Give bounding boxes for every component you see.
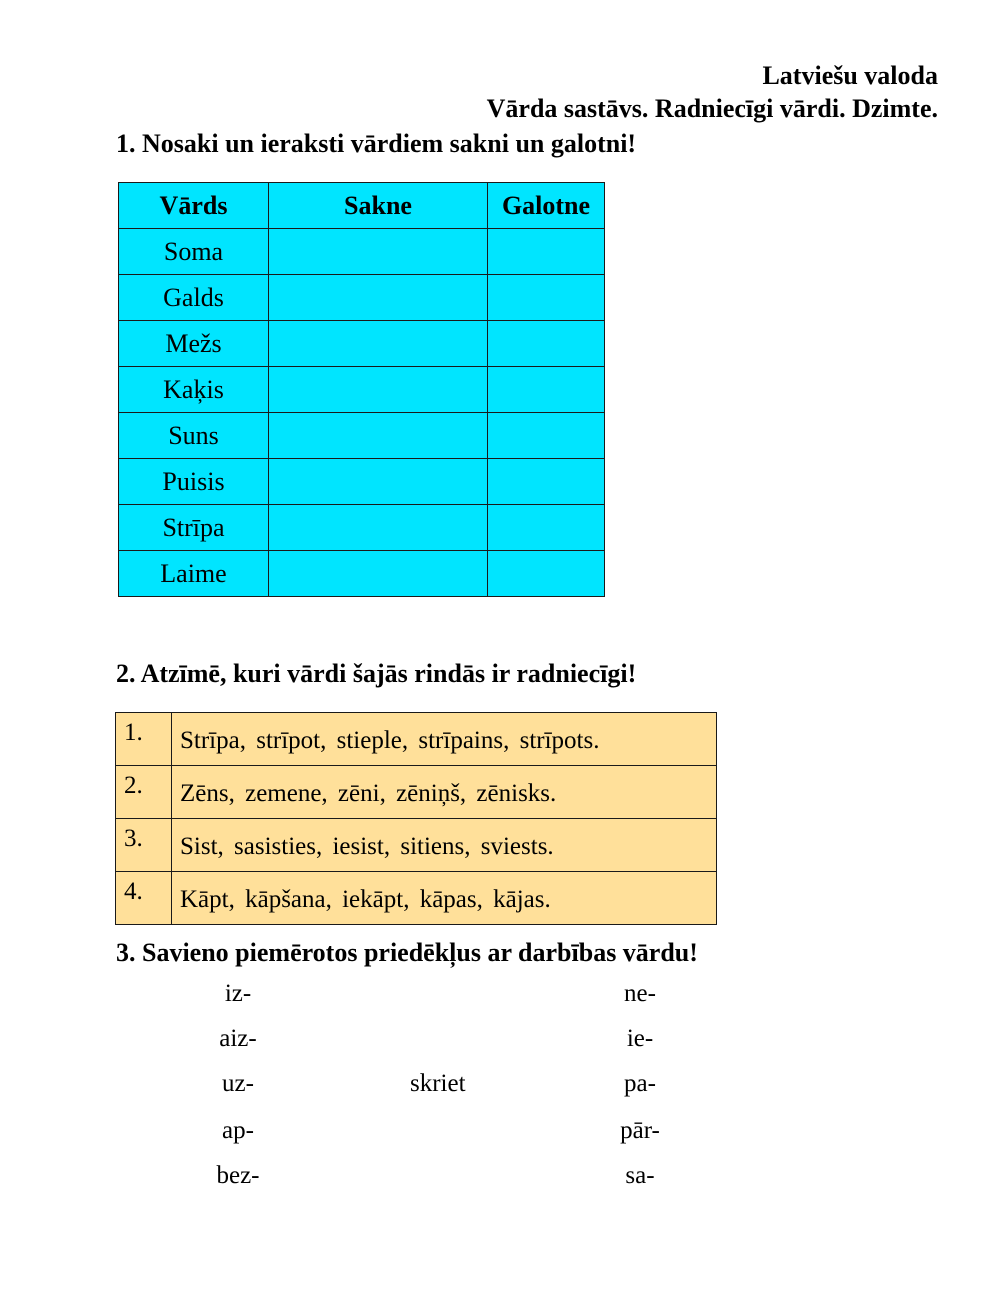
row-number: 1.: [116, 713, 172, 766]
table-row: [119, 505, 605, 551]
table-row: [116, 819, 717, 872]
task3-title: 3. Savieno piemērotos priedēkļus ar darbības vārdu!: [116, 938, 698, 967]
word-row[interactable]: Kāpt, kāpšana, iekāpt, kāpas, kājas.: [172, 872, 717, 925]
root-input-cell[interactable]: [269, 367, 488, 413]
left-prefix[interactable]: bez-: [216, 1162, 260, 1189]
table-row: [119, 229, 605, 275]
ending-input-cell[interactable]: [488, 321, 605, 367]
left-prefix[interactable]: aiz-: [219, 1025, 257, 1052]
word-row[interactable]: Zēns, zemene, zēni, zēniņš, zēnisks.: [172, 766, 717, 819]
column-header-root: Sakne: [269, 183, 488, 229]
table-row: [119, 413, 605, 459]
right-prefix[interactable]: ne-: [624, 980, 656, 1007]
ending-input-cell[interactable]: [488, 459, 605, 505]
right-prefix[interactable]: pa-: [624, 1070, 656, 1097]
right-prefix[interactable]: sa-: [625, 1162, 655, 1189]
table-row: [119, 459, 605, 505]
right-prefix[interactable]: pār-: [620, 1117, 660, 1144]
left-prefix[interactable]: iz-: [224, 980, 252, 1007]
ending-input-cell[interactable]: [488, 367, 605, 413]
ending-input-cell[interactable]: [488, 551, 605, 597]
table-row: [119, 275, 605, 321]
word-row[interactable]: Sist, sasisties, iesist, sitiens, sviests.: [172, 819, 717, 872]
related-words-table: [115, 712, 717, 925]
table-row: [119, 367, 605, 413]
row-number: 4.: [116, 872, 172, 925]
left-prefix[interactable]: ap-: [222, 1117, 254, 1144]
root-input-cell[interactable]: [269, 505, 488, 551]
table-row: [119, 321, 605, 367]
column-header-word: Vārds: [119, 183, 269, 229]
topic-title: Vārda sastāvs. Radniecīgi vārdi. Dzimte.: [486, 94, 938, 123]
subject-title: Latviešu valoda: [762, 61, 938, 90]
row-number: 2.: [116, 766, 172, 819]
word-cell: Strīpa: [119, 505, 269, 551]
root-input-cell[interactable]: [269, 551, 488, 597]
word-cell: Puisis: [119, 459, 269, 505]
word-row[interactable]: Strīpa, strīpot, stieple, strīpains, strīpots.: [172, 713, 717, 766]
ending-input-cell[interactable]: [488, 275, 605, 321]
root-input-cell[interactable]: [269, 413, 488, 459]
root-input-cell[interactable]: [269, 275, 488, 321]
table-row: [116, 713, 717, 766]
table-row: [119, 551, 605, 597]
column-header-ending: Galotne: [488, 183, 605, 229]
verb[interactable]: skriet: [410, 1070, 466, 1097]
task2-title: 2. Atzīmē, kuri vārdi šajās rindās ir radniecīgi!: [116, 659, 637, 688]
ending-input-cell[interactable]: [488, 413, 605, 459]
table-row: [116, 872, 717, 925]
word-cell: Kaķis: [119, 367, 269, 413]
table-row: [116, 766, 717, 819]
root-input-cell[interactable]: [269, 321, 488, 367]
ending-input-cell[interactable]: [488, 229, 605, 275]
right-prefix[interactable]: ie-: [626, 1025, 654, 1052]
word-cell: Suns: [119, 413, 269, 459]
word-cell: Galds: [119, 275, 269, 321]
row-number: 3.: [116, 819, 172, 872]
left-prefix[interactable]: uz-: [222, 1070, 254, 1097]
task1-title: 1. Nosaki un ieraksti vārdiem sakni un galotni!: [116, 129, 637, 158]
ending-input-cell[interactable]: [488, 505, 605, 551]
table-header-row: [119, 183, 605, 229]
word-cell: Laime: [119, 551, 269, 597]
root-input-cell[interactable]: [269, 229, 488, 275]
root-input-cell[interactable]: [269, 459, 488, 505]
word-cell: Soma: [119, 229, 269, 275]
word-structure-table: [118, 182, 605, 597]
word-cell: Mežs: [119, 321, 269, 367]
